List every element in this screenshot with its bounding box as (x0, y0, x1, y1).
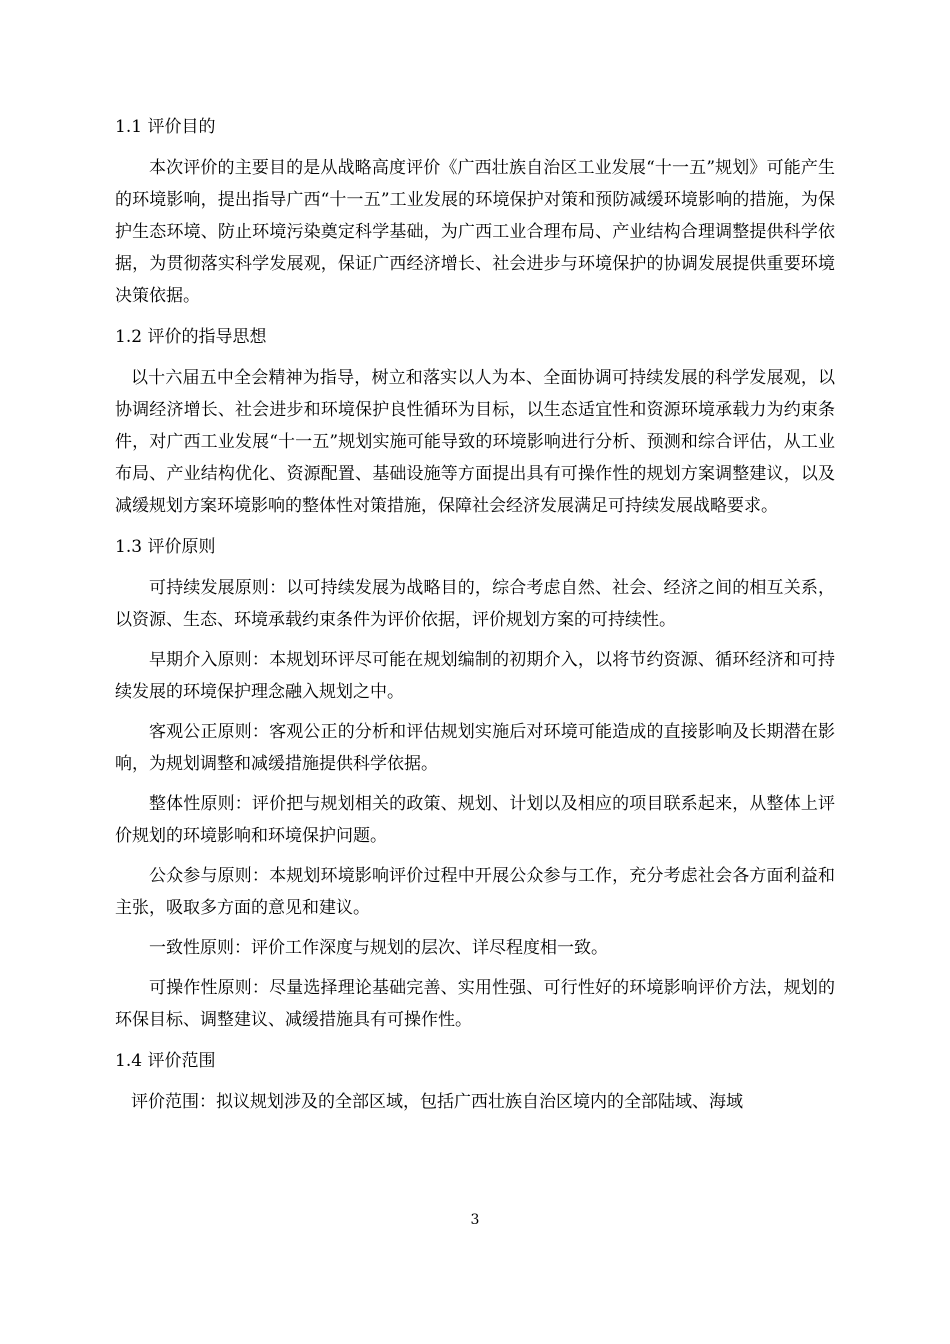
section-heading-1-3: 1.3 评价原则 (115, 537, 216, 557)
page-content (115, 110, 835, 1126)
paragraph-integrity-principle: 整体性原则：评价把与规划相关的政策、规划、计划以及相应的项目联系起来，从整体上评价规划的环境影响和环境保护问题。 (115, 794, 835, 846)
section-heading-1-2: 1.2 评价的指导思想 (115, 327, 267, 347)
page-number: 3 (470, 1212, 480, 1228)
paragraph-early-intervention-principle: 早期介入原则：本规划环评尽可能在规划编制的初期介入，以将节约资源、循环经济和可持续发展的环境保护理念融入规划之中。 (115, 650, 835, 702)
paragraph-operability-principle: 可操作性原则：尽量选择理论基础完善、实用性强、可行性好的环境影响评价方法，规划的环保目标、调整建议、减缓措施具有可操作性。 (115, 978, 835, 1030)
paragraph-public-participation-principle: 公众参与原则：本规划环境影响评价过程中开展公众参与工作，充分考虑社会各方面利益和主张，吸取多方面的意见和建议。 (115, 866, 835, 918)
paragraph-scope: 评价范围：拟议规划涉及的全部区域，包括广西壮族自治区境内的全部陆域、海域 (131, 1092, 743, 1112)
section-heading-1-4: 1.4 评价范围 (115, 1051, 216, 1071)
paragraph-purpose: 本次评价的主要目的是从战略高度评价《广西壮族自治区工业发展“十一五”规划》可能产生的环境影响，提出指导广西“十一五”工业发展的环境保护对策和预防减缓环境影响的措施，为保护生态环境、防止环境污染奠定科学基础，为广西工业合理布局、产业结构合理调整提供科学依据，为贯彻落实科学发展观，保证广西经济增长、社会进步与环境保护的协调发展提供重要环境决策依据。 (115, 158, 835, 306)
paragraph-consistency-principle: 一致性原则：评价工作深度与规划的层次、详尽程度相一致。 (149, 938, 608, 958)
paragraph-objectivity-principle: 客观公正原则：客观公正的分析和评估规划实施后对环境可能造成的直接影响及长期潜在影响，为规划调整和减缓措施提供科学依据。 (115, 722, 835, 774)
section-heading-1-1: 1.1 评价目的 (115, 117, 216, 137)
paragraph-guiding-thought: 以十六届五中全会精神为指导，树立和落实以人为本、全面协调可持续发展的科学发展观，以协调经济增长、社会进步和环境保护良性循环为目标，以生态适宜性和资源环境承载力为约束条件，对广西工业发展“十一五”规划实施可能导致的环境影响进行分析、预测和综合评估，从工业布局、产业结构优化、资源配置、基础设施等方面提出具有可操作性的规划方案调整建议，以及减缓规划方案环境影响的整体性对策措施，保障社会经济发展满足可持续发展战略要求。 (115, 368, 835, 516)
paragraph-sustainability-principle: 可持续发展原则：以可持续发展为战略目的，综合考虑自然、社会、经济之间的相互关系，以资源、生态、环境承载约束条件为评价依据，评价规划方案的可持续性。 (115, 578, 835, 630)
